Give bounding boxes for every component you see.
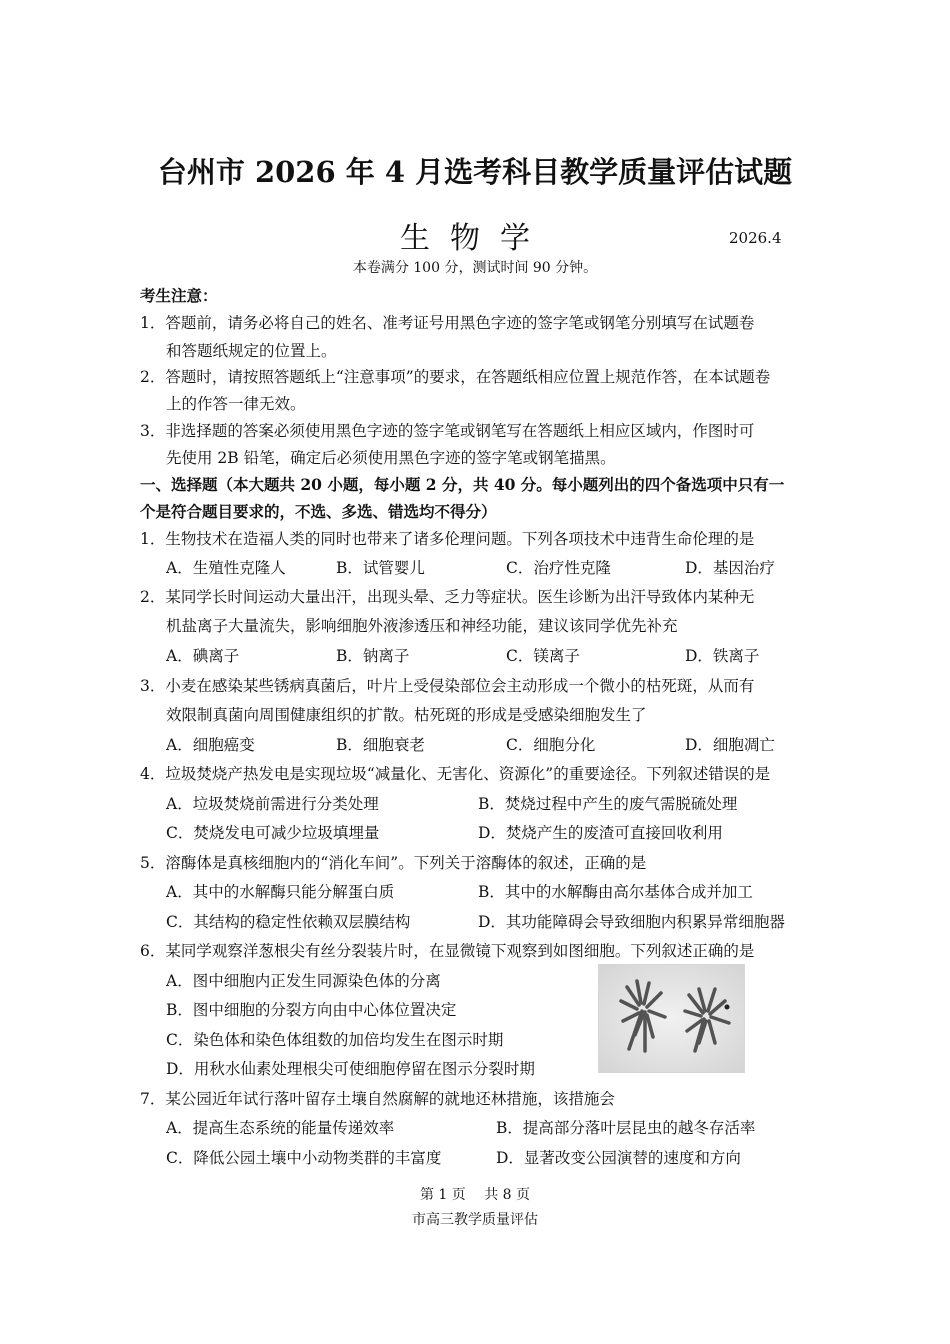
- q4-option-d: D．焚烧产生的废渣可直接回收利用: [478, 824, 723, 842]
- question-2-stem-cont: 机盐离子大量流失，影响细胞外液渗透压和神经功能，建议该同学优先补充: [166, 617, 678, 635]
- q4-option-c: C．焚烧发电可减少垃圾填埋量: [166, 824, 380, 842]
- footer-org: 市高三教学质量评估: [412, 1212, 538, 1228]
- cell-micrograph-figure: [598, 964, 745, 1073]
- note-line: 3．非选择题的答案必须使用黑色字迹的签字笔或钢笔写在答题纸上相应区域内，作图时可: [140, 422, 755, 440]
- q1-option-c: C．治疗性克隆: [506, 559, 611, 577]
- section-heading: 一、选择题（本大题共 20 小题，每小题 2 分，共 40 分。每小题列出的四个备选项中只有一: [140, 475, 785, 494]
- note-line: 上的作答一律无效。: [166, 395, 306, 413]
- chromosome-image: [599, 965, 744, 1072]
- question-1-stem: 1．生物技术在造福人类的同时也带来了诸多伦理问题。下列各项技术中违背生命伦理的是: [140, 530, 755, 548]
- q5-option-d: D．其功能障碍会导致细胞内积累异常细胞器: [478, 913, 785, 931]
- q6-option-c: C．染色体和染色体组数的加倍均发生在图示时期: [166, 1031, 504, 1049]
- q7-option-c: C．降低公园土壤中小动物类群的丰富度: [166, 1149, 442, 1167]
- q4-option-a: A．垃圾焚烧前需进行分类处理: [166, 795, 379, 813]
- q4-option-b: B．焚烧过程中产生的废气需脱硫处理: [478, 795, 738, 813]
- q5-option-a: A．其中的水解酶只能分解蛋白质: [166, 883, 395, 901]
- question-3-stem: 3．小麦在感染某些锈病真菌后，叶片上受侵染部位会主动形成一个微小的枯死斑，从而有: [140, 677, 755, 695]
- q2-option-c: C．镁离子: [506, 647, 580, 665]
- page-number: 第 1 页 共 8 页: [419, 1187, 531, 1203]
- q2-option-a: A．碘离子: [166, 647, 240, 665]
- notes-heading: 考生注意：: [140, 286, 218, 305]
- question-6-stem: 6．某同学观察洋葱根尖有丝分裂装片时，在显微镜下观察到如图细胞。下列叙述正确的是: [140, 942, 755, 960]
- q3-option-b: B．细胞衰老: [336, 736, 425, 754]
- note-line: 和答题纸规定的位置上。: [166, 342, 337, 360]
- q3-option-a: A．细胞癌变: [166, 736, 255, 754]
- exam-meta: 本卷满分 100 分，测试时间 90 分钟。: [352, 260, 598, 276]
- q6-option-d: D．用秋水仙素处理根尖可使细胞停留在图示分裂时期: [166, 1060, 535, 1078]
- q1-option-a: A．生殖性克隆人: [166, 559, 286, 577]
- question-3-stem-cont: 效限制真菌向周围健康组织的扩散。枯死斑的形成是受感染细胞发生了: [166, 706, 647, 724]
- q7-option-b: B．提高部分落叶层昆虫的越冬存活率: [496, 1119, 756, 1137]
- q5-option-c: C．其结构的稳定性依赖双层膜结构: [166, 913, 411, 931]
- q7-option-a: A．提高生态系统的能量传递效率: [166, 1119, 395, 1137]
- question-4-stem: 4．垃圾焚烧产热发电是实现垃圾“减量化、无害化、资源化”的重要途径。下列叙述错误的是: [140, 765, 771, 783]
- q6-option-a: A．图中细胞内正发生同源染色体的分离: [166, 972, 441, 990]
- q2-option-d: D．铁离子: [685, 647, 760, 665]
- q1-option-b: B．试管婴儿: [336, 559, 425, 577]
- question-5-stem: 5．溶酶体是真核细胞内的“消化车间”。下列关于溶酶体的叙述，正确的是: [140, 854, 647, 872]
- q3-option-d: D．细胞凋亡: [685, 736, 775, 754]
- section-heading-cont: 个是符合题目要求的，不选、多选、错选均不得分）: [140, 502, 497, 521]
- note-line: 2．答题时，请按照答题纸上“注意事项”的要求，在答题纸相应位置上规范作答，在本试题卷: [140, 368, 771, 386]
- q2-option-b: B．钠离子: [336, 647, 410, 665]
- subject-title: 生物学: [400, 221, 550, 256]
- q3-option-c: C．细胞分化: [506, 736, 596, 754]
- exam-title: 台州市 2026 年 4 月选考科目教学质量评估试题: [157, 155, 793, 189]
- note-line: 先使用 2B 铅笔，确定后必须使用黑色字迹的签字笔或钢笔描黑。: [166, 449, 616, 467]
- q7-option-d: D．显著改变公园演替的速度和方向: [496, 1149, 741, 1167]
- q1-option-d: D．基因治疗: [685, 559, 775, 577]
- q5-option-b: B．其中的水解酶由高尔基体合成并加工: [478, 883, 753, 901]
- q6-option-b: B．图中细胞的分裂方向由中心体位置决定: [166, 1001, 457, 1019]
- note-line: 1．答题前，请务必将自己的姓名、准考证号用黑色字迹的签字笔或钢笔分别填写在试题卷: [140, 314, 755, 332]
- question-7-stem: 7．某公园近年试行落叶留存土壤自然腐解的就地还林措施，该措施会: [140, 1090, 615, 1108]
- question-2-stem: 2．某同学长时间运动大量出汗，出现头晕、乏力等症状。医生诊断为出汗导致体内某种无: [140, 588, 755, 606]
- exam-date: 2026.4: [729, 229, 782, 247]
